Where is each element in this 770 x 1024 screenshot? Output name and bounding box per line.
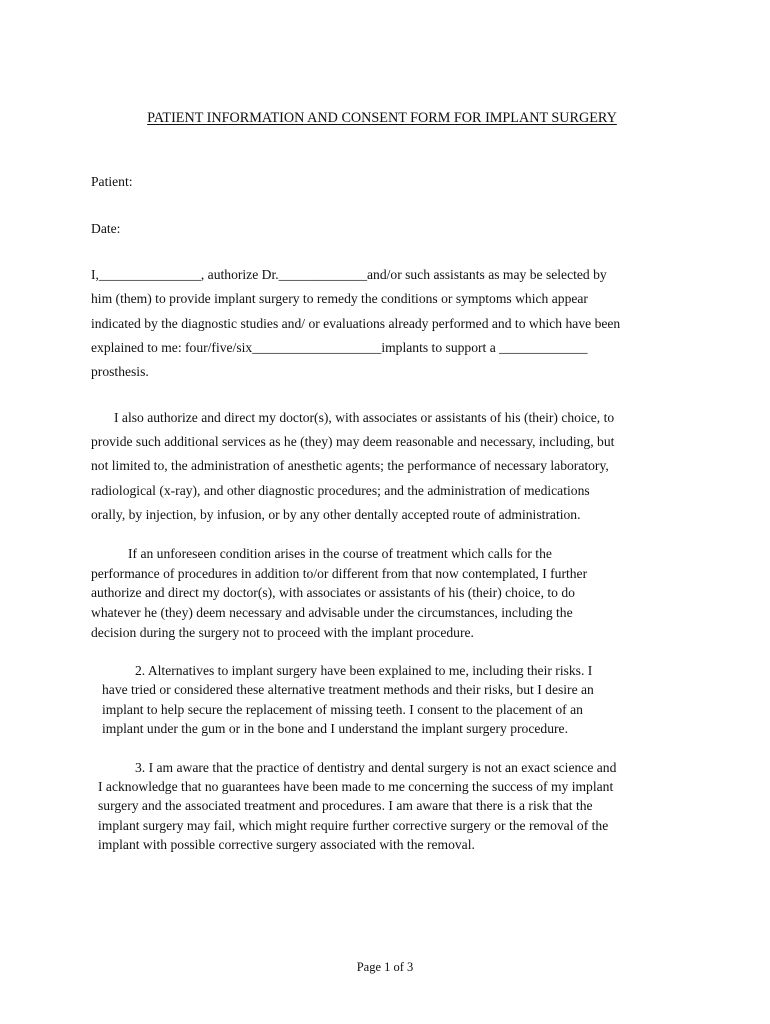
page-number: Page 1 of 3 (356, 960, 414, 974)
paragraph-line: radiological (x-ray), and other diagnostic procedures; and the administration of medications (91, 483, 590, 498)
paragraph-line: surgery and the associated treatment and procedures. I am aware that there is a risk that the (98, 798, 593, 813)
paragraph-line: explained to me: four/five/six___________________implants to support a _____________ (91, 340, 588, 355)
date-label: Date: (91, 221, 121, 236)
paragraph-line: performance of procedures in addition to/or different from that now contemplated, I further (91, 566, 588, 581)
paragraph-line: I acknowledge that no guarantees have been made to me concerning the success of my implant (98, 779, 614, 794)
paragraph-line: 3. I am aware that the practice of dentistry and dental surgery is not an exact science and (135, 760, 617, 775)
paragraph-line: implant surgery may fail, which might require further corrective surgery or the removal of the (98, 818, 609, 833)
paragraph-line: not limited to, the administration of anesthetic agents; the performance of necessary laboratory, (91, 458, 609, 473)
paragraph-line: him (them) to provide implant surgery to remedy the conditions or symptoms which appear (91, 291, 588, 306)
paragraph-line: prosthesis. (91, 364, 149, 379)
patient-label: Patient: (91, 174, 133, 189)
paragraph-line: whatever he (they) deem necessary and advisable under the circumstances, including the (91, 605, 573, 620)
paragraph-line: orally, by injection, by infusion, or by any other dentally accepted route of administration. (91, 507, 581, 522)
paragraph-line: provide such additional services as he (they) may deem reasonable and necessary, including, but (91, 434, 615, 449)
paragraph-line: implant with possible corrective surgery associated with the removal. (98, 837, 475, 852)
paragraph-line: decision during the surgery not to proceed with the implant procedure. (91, 625, 474, 640)
paragraph-line: I,_______________, authorize Dr._____________and/or such assistants as may be selected by (91, 267, 607, 282)
paragraph-line: authorize and direct my doctor(s), with associates or assistants of his (their) choice, to do (91, 585, 575, 600)
paragraph-line: I also authorize and direct my doctor(s), with associates or assistants of his (their) choice, to (114, 410, 615, 425)
document-title: PATIENT INFORMATION AND CONSENT FORM FOR IMPLANT SURGERY (147, 110, 617, 126)
paragraph-line: implant to help secure the replacement of missing teeth. I consent to the placement of an (102, 702, 583, 717)
paragraph-line: implant under the gum or in the bone and I understand the implant surgery procedure. (102, 721, 568, 736)
paragraph-line: 2. Alternatives to implant surgery have been explained to me, including their risks. I (135, 663, 593, 678)
paragraph-line: indicated by the diagnostic studies and/ or evaluations already performed and to which have been (91, 316, 621, 331)
paragraph-line: If an unforeseen condition arises in the course of treatment which calls for the (128, 546, 552, 561)
paragraph-line: have tried or considered these alternative treatment methods and their risks, but I desire an (102, 682, 594, 697)
